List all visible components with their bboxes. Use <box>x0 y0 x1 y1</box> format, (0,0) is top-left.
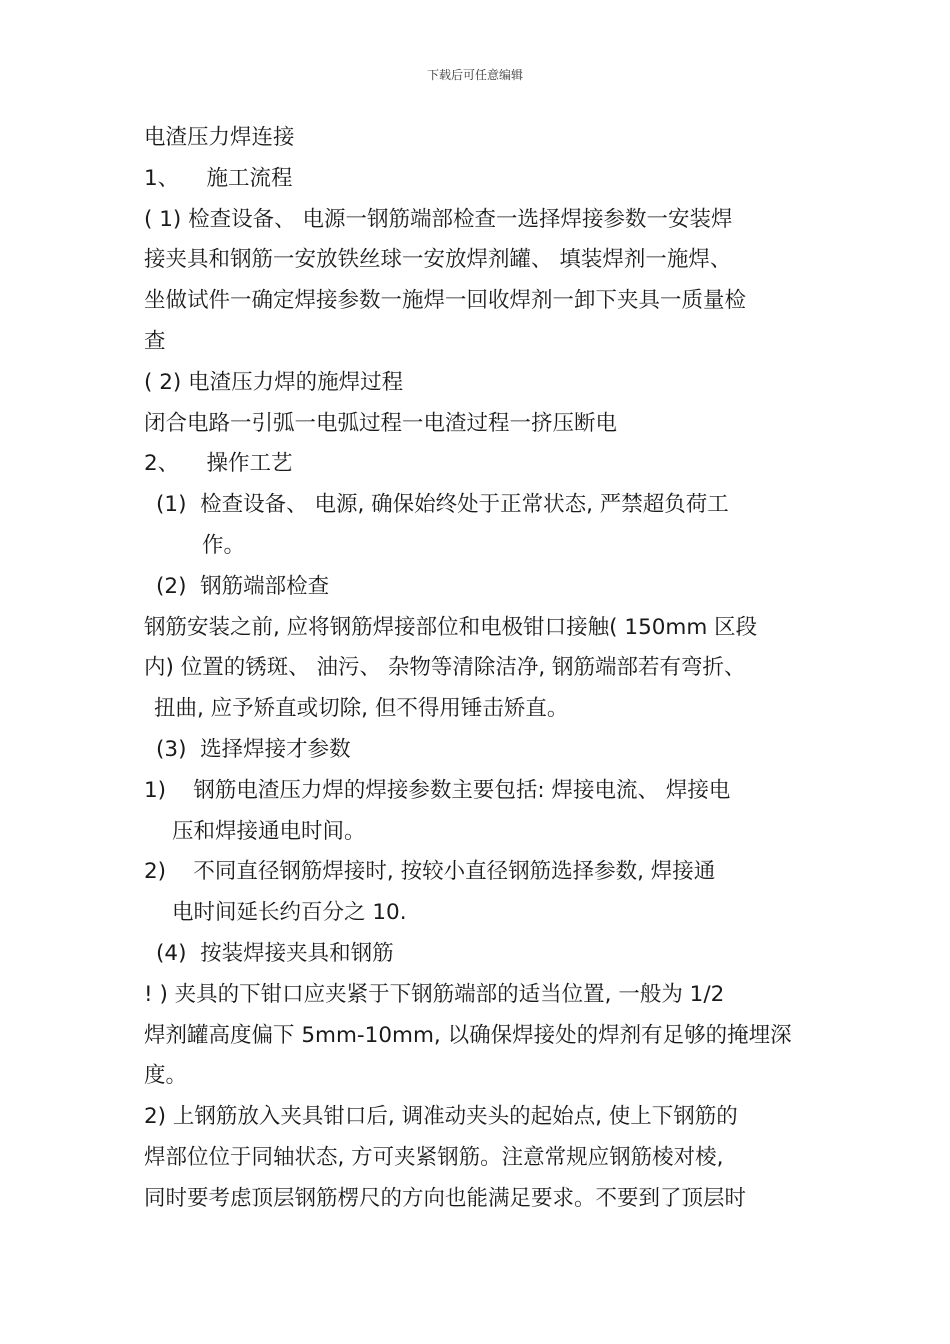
text-line: 作。 <box>202 532 246 558</box>
text-line: 焊部位位于同轴状态, 方可夹紧钢筋。注意常规应钢筋棱对棱, <box>144 1144 724 1170</box>
text-line: 闭合电路一引弧一电弧过程一电渣过程一挤压断电 <box>144 410 618 436</box>
text-line: (4) 按装焊接夹具和钢筋 <box>156 940 394 966</box>
text-line: (1) 检查设备、 电源, 确保始终处于正常状态, 严禁超负荷工 <box>156 492 729 518</box>
text-line: 电时间延长约百分之 10. <box>172 900 407 926</box>
text-line: 度。 <box>144 1063 188 1089</box>
text-line: 同时要考虑顶层钢筋楞尺的方向也能满足要求。不要到了顶层时 <box>144 1185 747 1211</box>
text-line: 焊剂罐高度偏下 5mm-10mm, 以确保焊接处的焊剂有足够的掩埋深 <box>144 1022 792 1048</box>
text-line: 接夹具和钢筋一安放铁丝球一安放焊剂罐、 填装焊剂一施焊、 <box>144 247 732 273</box>
text-line: 查 <box>144 328 166 354</box>
text-line: 内) 位置的锈斑、 油污、 杂物等清除洁净, 钢筋端部若有弯折、 <box>144 655 746 681</box>
text-line: 压和焊接通电时间。 <box>172 818 366 844</box>
text-line: 2) 不同直径钢筋焊接时, 按较小直径钢筋选择参数, 焊接通 <box>144 859 716 885</box>
text-line: 电渣压力焊连接 <box>144 125 295 150</box>
text-line: 钢筋安装之前, 应将钢筋焊接部位和电极钳口接触( 150mm 区段 <box>144 614 758 640</box>
text-line: 2、 操作工艺 <box>144 451 293 477</box>
text-line: (2) 钢筋端部检查 <box>156 573 330 599</box>
text-line: ( 2) 电渣压力焊的施焊过程 <box>144 369 404 395</box>
text-line: ( 1) 检查设备、 电源一钢筋端部检查一选择焊接参数一安装焊 <box>144 206 733 232</box>
page-header-note: 下载后可任意编辑 <box>426 68 523 82</box>
text-line: 扭曲, 应予矫直或切除, 但不得用锤击矫直。 <box>154 696 569 722</box>
text-line: (3) 选择焊接才参数 <box>156 736 351 762</box>
text-line: 1) 钢筋电渣压力焊的焊接参数主要包括: 焊接电流、 焊接电 <box>144 777 731 803</box>
text-line: 2) 上钢筋放入夹具钳口后, 调准动夹头的起始点, 使上下钢筋的 <box>144 1104 738 1130</box>
text-line: ! ) 夹具的下钳口应夹紧于下钢筋端部的适当位置, 一般为 1/2 <box>144 981 725 1007</box>
text-line: 1、 施工流程 <box>144 165 293 191</box>
document-body <box>144 118 834 1220</box>
text-line: 坐做试件一确定焊接参数一施焊一回收焊剂一卸下夹具一质量检 <box>144 288 747 314</box>
